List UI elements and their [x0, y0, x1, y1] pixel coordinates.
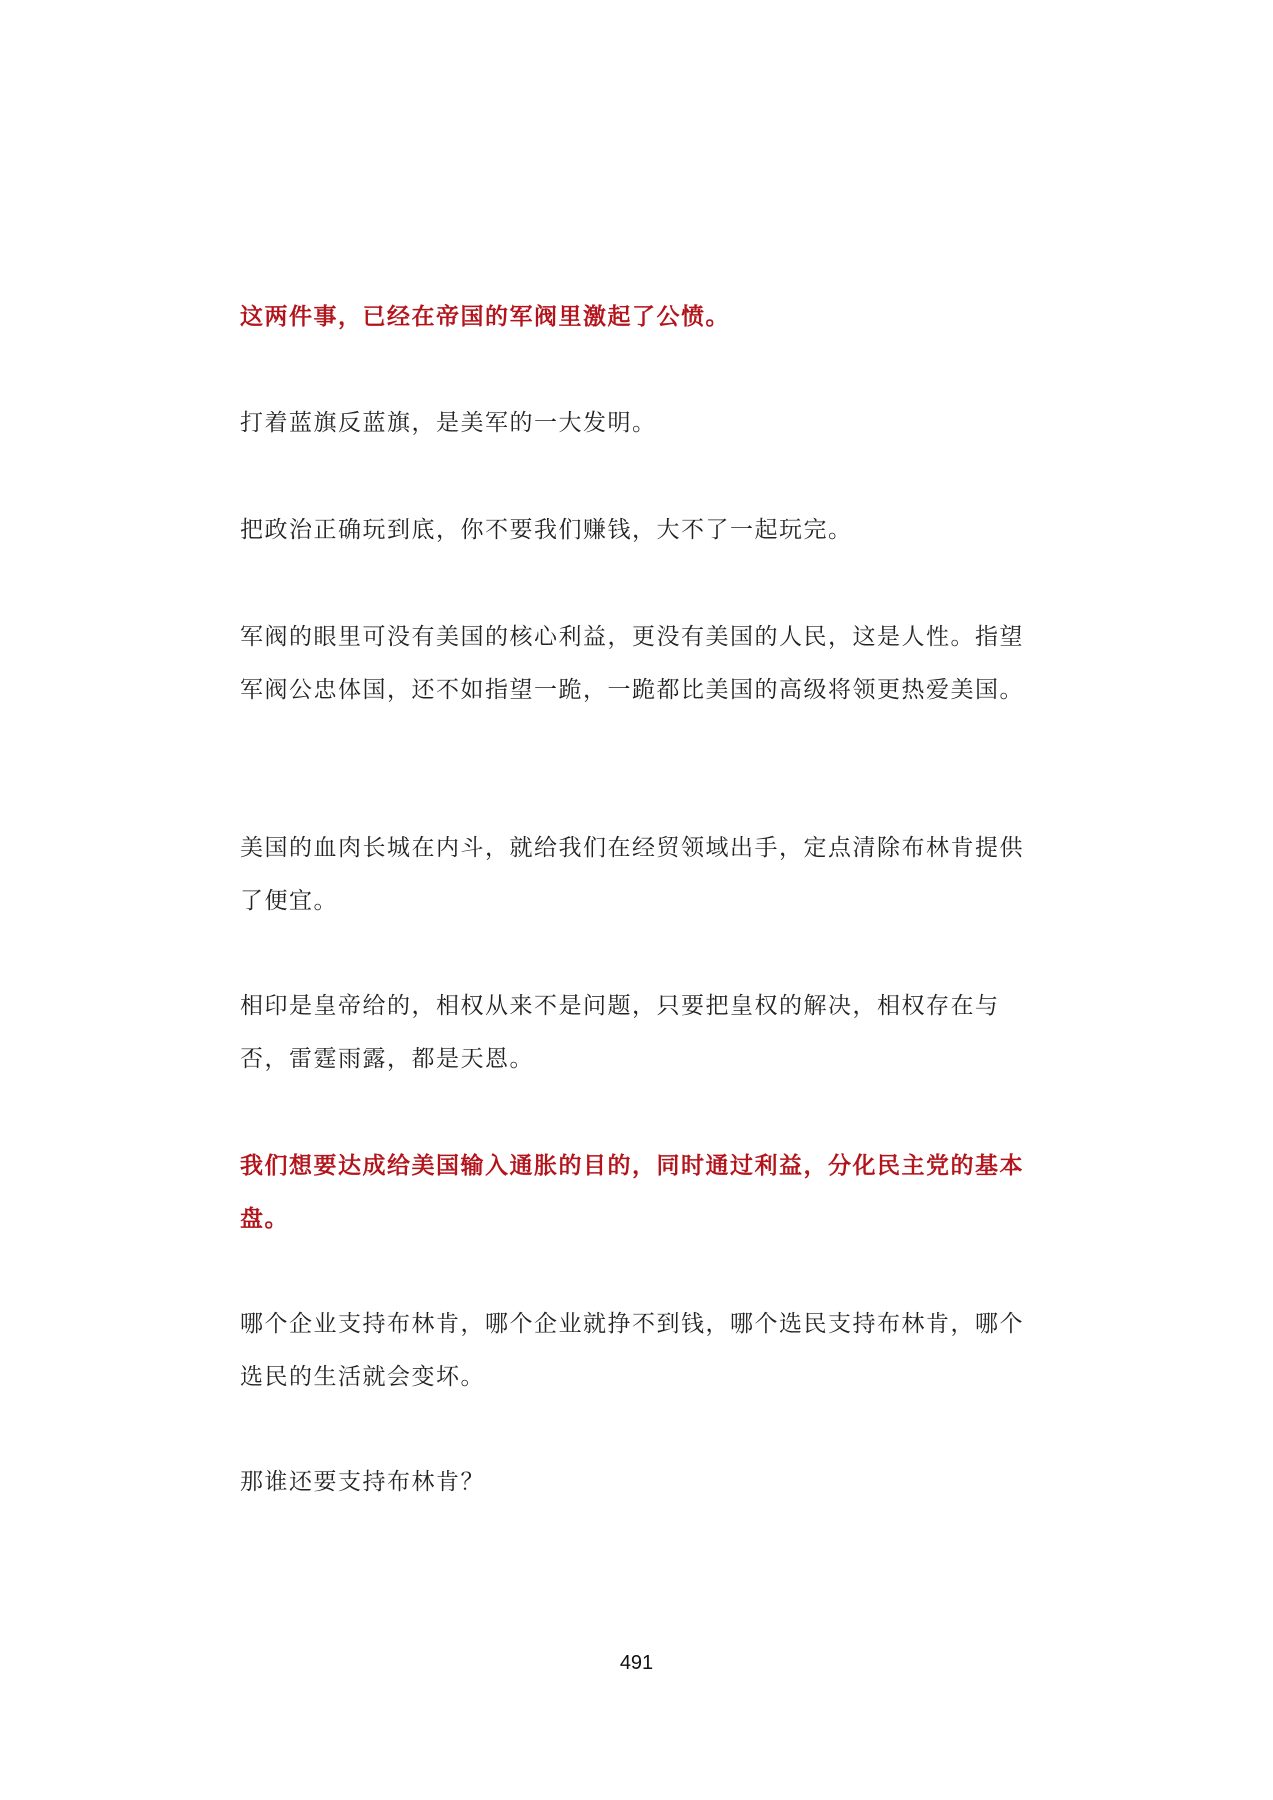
paragraph-1: 这两件事，已经在帝国的军阀里激起了公愤。	[240, 303, 730, 330]
paragraph-4: 军阀的眼里可没有美国的核心利益，更没有美国的人民，这是人性。指望军阀公忠体国，还不如指望一跪，一跪都比美国的高级将领更热爱美国。	[240, 624, 1024, 703]
paragraph-6: 相印是皇帝给的，相权从来不是问题，只要把皇权的解决，相权存在与否，雷霆雨露，都是天恩。	[240, 993, 1000, 1072]
page-number: 491	[619, 1652, 654, 1674]
paragraph-5: 美国的血肉长城在内斗，就给我们在经贸领域出手，定点清除布林肯提供了便宜。	[240, 835, 1024, 914]
paragraph-9: 那谁还要支持布林肯？	[240, 1469, 485, 1495]
paragraph-8: 哪个企业支持布林肯，哪个企业就挣不到钱，哪个选民支持布林肯，哪个选民的生活就会变坏。	[240, 1311, 1024, 1390]
paragraph-2: 打着蓝旗反蓝旗，是美军的一大发明。	[240, 410, 657, 436]
paragraph-3: 把政治正确玩到底，你不要我们赚钱，大不了一起玩完。	[240, 517, 853, 543]
paragraph-7: 我们想要达成给美国输入通胀的目的，同时通过利益，分化民主党的基本盘。	[240, 1152, 1024, 1232]
